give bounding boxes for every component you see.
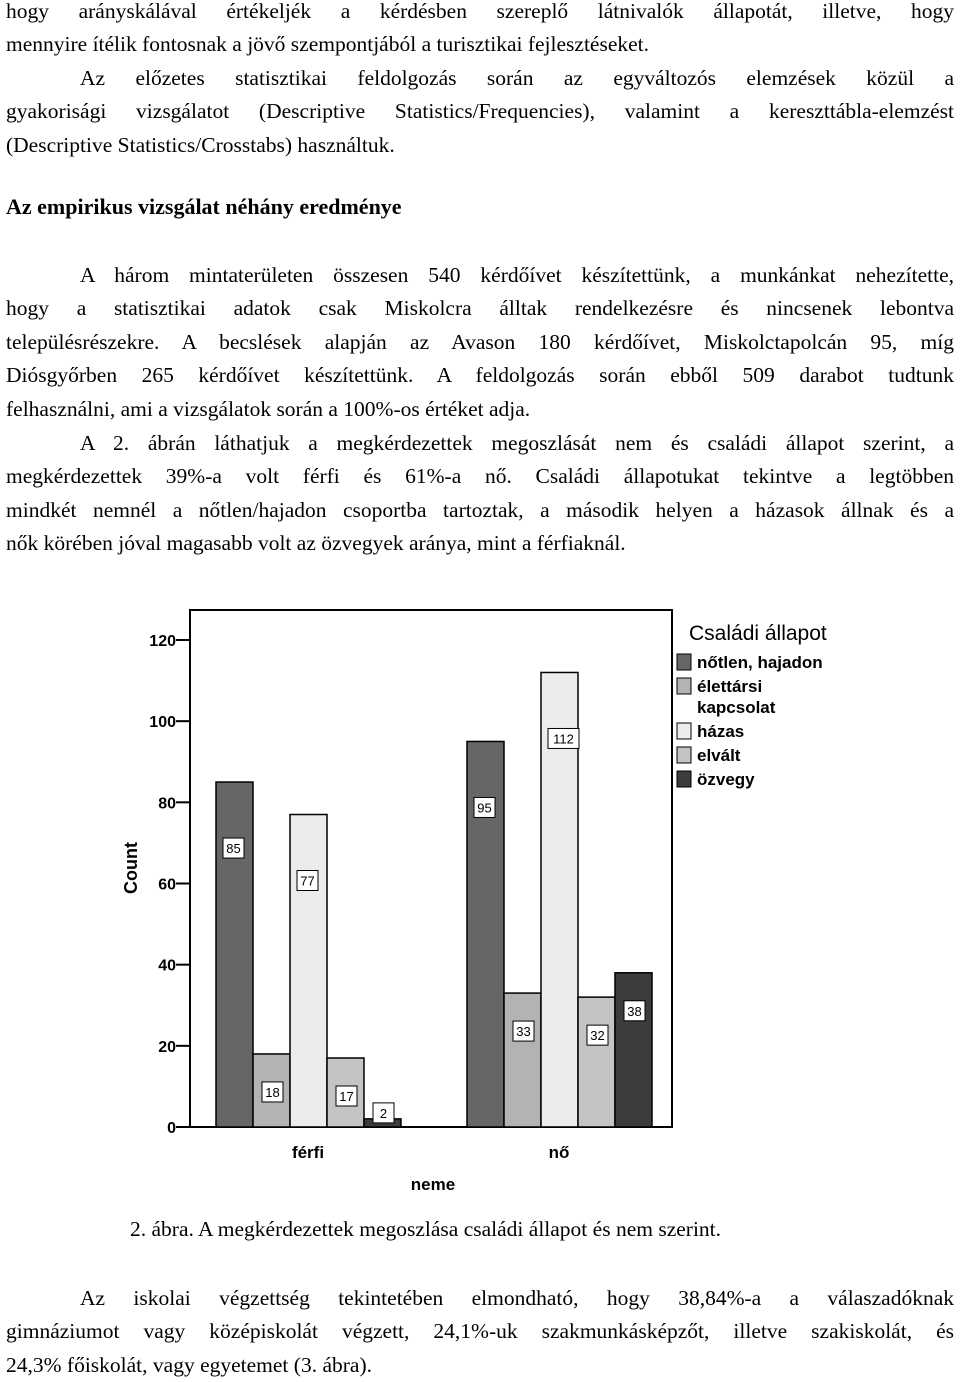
text-line: településrészekre. A becslések alapján az Avason 180 kérdőívet, Miskolctapolcán 95, míg: [6, 329, 954, 354]
legend-swatch: [677, 771, 691, 787]
data-label: 18: [265, 1084, 280, 1100]
y-tick-label: 60: [158, 876, 176, 894]
text-line: hogy a statisztikai adatok csak Miskolcra álltak rendelkezésre és nincsenek lebontva: [6, 296, 954, 321]
bar: [504, 993, 541, 1127]
text-line: 24,3% főiskolát, vagy egyetemet (3. ábra).: [6, 1352, 372, 1377]
data-label: 2: [379, 1105, 388, 1121]
legend-swatch: [677, 747, 691, 763]
legend-swatch: [677, 723, 691, 739]
text-line: megkérdezettek 39%-a volt férfi és 61%-a nő. Családi állapotukat tekintve a legtöbben: [6, 464, 954, 489]
legend-label: özvegy: [697, 770, 755, 789]
text-line: mindkét nemnél a nőtlen/hajadon csoportba tartoztak, a második helyen a házasok állnak és a: [6, 497, 954, 522]
text-line: Az előzetes statisztikai feldolgozás során az egyváltozós elemzések közül a: [80, 66, 954, 90]
y-tick-label: 20: [158, 1038, 176, 1056]
text-line: gimnáziumot vagy középiskolát végzett, 24,1%-uk szakmunkásképzőt, illetve szakiskolát, és: [6, 1319, 954, 1344]
data-label: 17: [339, 1089, 354, 1105]
closing-paragraph: [6, 1282, 954, 1382]
bar: [615, 973, 652, 1127]
legend-label: házas: [697, 722, 745, 741]
x-tick-label: nő: [548, 1143, 570, 1162]
legend-swatch: [677, 654, 691, 670]
y-tick-label: 0: [167, 1120, 176, 1137]
bar: [578, 997, 615, 1127]
section-heading: Az empirikus vizsgálat néhány eredménye: [6, 194, 402, 219]
data-label: 112: [553, 731, 574, 747]
legend-swatch: [677, 678, 691, 694]
text-line: A 2. ábrán láthatjuk a megkérdezettek megoszlását nem és családi állapot szerint, a: [80, 431, 954, 455]
text-line: Diósgyőrben 265 kérdőívet készítettünk. A feldolgozás során ebből 509 darabot tudtunk: [6, 363, 954, 388]
bar: [216, 782, 253, 1127]
text-line: felhasználni, ami a vizsgálatok során a 100%-os értéket adja.: [6, 396, 531, 421]
legend-label: kapcsolat: [697, 698, 776, 717]
text-line: hogy arányskálával értékeljék a kérdésben szereplő látnivalók állapotát, illetve, hogy: [6, 0, 954, 23]
bar: [290, 815, 327, 1127]
text-line: Az iskolai végzettség tekintetében elmondható, hogy 38,84%-a a válaszadóknak: [80, 1286, 954, 1310]
y-tick-label: 100: [149, 714, 176, 732]
text-line: mennyire ítélik fontosnak a jövő szempontjából a turisztikai fejlesztéseket.: [6, 32, 650, 57]
data-label: 85: [226, 841, 241, 857]
text-line: A három mintaterületen összesen 540 kérdőívet készítettünk, a munkánkat nehezítette,: [80, 263, 954, 287]
y-axis-label: Count: [121, 842, 141, 894]
legend-label: nőtlen, hajadon: [697, 653, 823, 672]
x-axis-label: neme: [410, 1175, 456, 1194]
y-tick-label: 120: [149, 633, 176, 650]
data-label: 32: [590, 1028, 605, 1044]
data-label: 77: [300, 873, 315, 889]
data-label: 95: [477, 800, 492, 816]
figure-caption: 2. ábra. A megkérdezettek megoszlása családi állapot és nem szerint.: [130, 1217, 722, 1241]
legend-label: elvált: [697, 746, 741, 765]
x-tick-label: férfi: [291, 1143, 325, 1162]
y-tick-label: 80: [158, 795, 176, 813]
legend-label: élettársi: [697, 677, 763, 696]
data-label: 38: [627, 1003, 642, 1019]
y-tick-label: 40: [158, 957, 176, 975]
legend-title: Családi állapot: [689, 622, 827, 645]
data-label: 33: [516, 1024, 531, 1040]
text-line: (Descriptive Statistics/Crosstabs) használtuk.: [6, 132, 395, 157]
text-line: gyakorisági vizsgálatot (Descriptive Statistics/Frequencies), valamint a kereszttábla-elemzést: [6, 99, 954, 124]
text-line: nők körében jóval magasabb volt az özvegyek aránya, mint a férfiaknál.: [6, 531, 626, 556]
